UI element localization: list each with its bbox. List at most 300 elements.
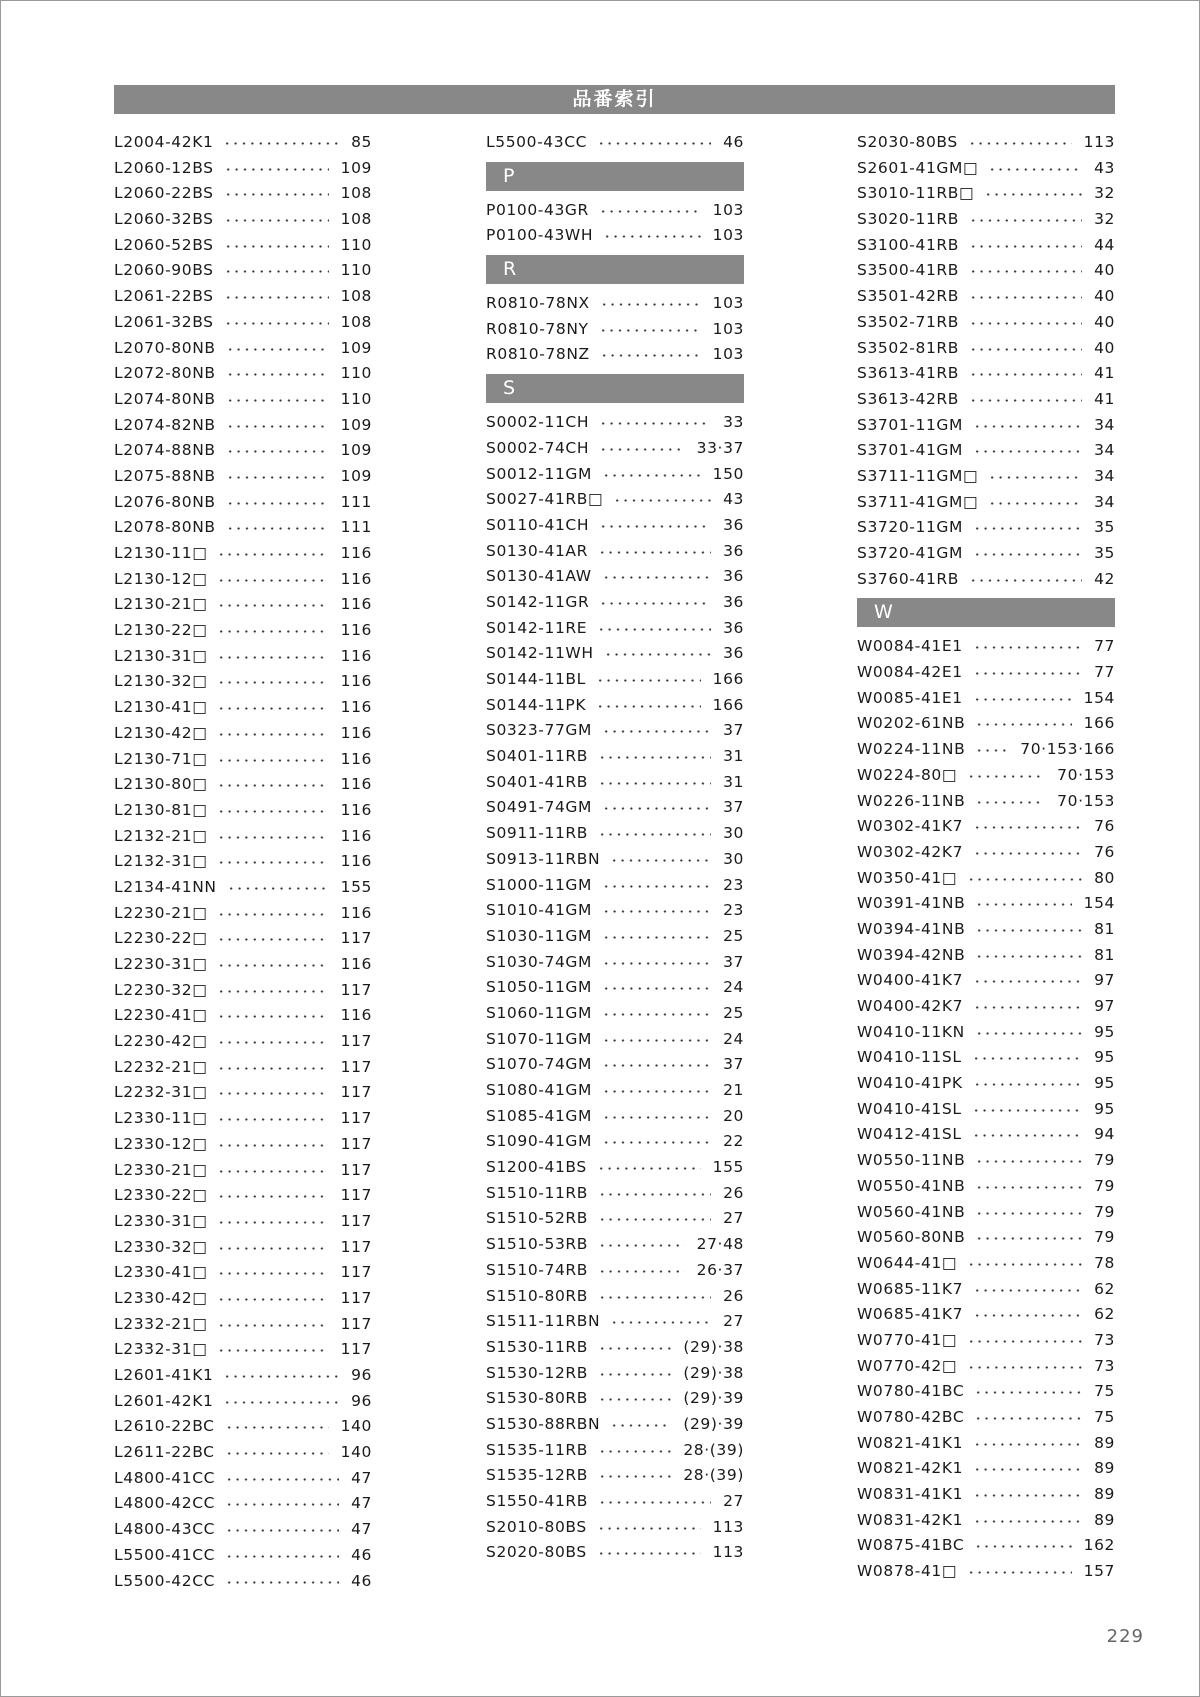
index-entry (114, 1517, 372, 1543)
product-code: W0412-41SL (857, 1125, 962, 1144)
index-entry (857, 361, 1115, 387)
dot-leader (217, 759, 329, 762)
index-entry (857, 1071, 1115, 1097)
page-reference: 79 (1094, 1202, 1115, 1221)
page-reference: 97 (1094, 997, 1115, 1015)
dot-leader (972, 1057, 1082, 1060)
dot-leader (967, 1366, 1082, 1369)
dot-leader (217, 1118, 329, 1121)
dot-leader (599, 210, 701, 213)
page-reference: 111 (340, 518, 372, 537)
dot-leader (226, 450, 329, 453)
index-entry (486, 1386, 744, 1412)
section-header-p: P (486, 162, 744, 191)
page-reference: 95 (1094, 1048, 1115, 1067)
dot-leader (988, 168, 1082, 171)
dot-leader (602, 1141, 711, 1144)
dot-leader (967, 775, 1045, 778)
page-reference: 77 (1094, 663, 1115, 682)
index-entry (114, 515, 372, 541)
page-reference: (29)·39 (683, 1414, 744, 1433)
product-code: S0012-11GM (486, 464, 592, 483)
product-code: S2020-80BS (486, 1543, 587, 1562)
page-reference: 116 (340, 569, 372, 588)
dot-leader (217, 990, 329, 993)
dot-leader (602, 1039, 711, 1042)
page-reference: 36 (723, 515, 744, 534)
page-number: 229 (1106, 1626, 1144, 1647)
dot-leader (975, 955, 1082, 958)
page-reference: 97 (1094, 971, 1115, 990)
index-entry (486, 1540, 744, 1566)
dot-leader (596, 679, 701, 682)
product-code: S1510-52RB (486, 1209, 589, 1228)
product-code: L2132-31□ (114, 852, 208, 871)
dot-leader (967, 1571, 1072, 1574)
index-entry (486, 1181, 744, 1207)
product-code: S1085-41GM (486, 1106, 592, 1125)
dot-leader (968, 142, 1072, 145)
index-entry (857, 634, 1115, 660)
index-entry (486, 1335, 744, 1361)
index-entry (486, 641, 744, 667)
page-reference: 117 (340, 929, 372, 948)
page-reference: 75 (1094, 1382, 1115, 1401)
page-reference: 166 (1083, 714, 1115, 733)
page-reference: 27·48 (696, 1235, 744, 1254)
product-code: W0821-42K1 (857, 1459, 964, 1478)
dot-leader (217, 913, 329, 916)
product-code: S0130-41AR (486, 541, 588, 560)
product-code: L2130-81□ (114, 800, 208, 819)
product-code: L2330-31□ (114, 1211, 208, 1230)
dot-leader (225, 1581, 339, 1584)
dot-leader (226, 527, 329, 530)
index-entry (857, 1482, 1115, 1508)
page-reference: (29)·38 (683, 1337, 744, 1356)
dot-leader (598, 1218, 711, 1221)
index-entry (114, 1055, 372, 1081)
product-code: L2076-80NB (114, 492, 216, 511)
dot-leader (217, 1041, 329, 1044)
product-code: S1030-11GM (486, 926, 592, 945)
index-entry (486, 898, 744, 924)
page-reference: 162 (1083, 1536, 1115, 1555)
dot-leader (226, 476, 329, 479)
index-entry (486, 1489, 744, 1515)
page-reference: 103 (712, 200, 744, 219)
page-reference: 111 (340, 492, 372, 511)
page-reference: 33 (723, 413, 744, 432)
dot-leader (975, 1212, 1082, 1215)
index-entry (486, 873, 744, 899)
dot-leader (969, 296, 1082, 299)
index-entry (486, 1438, 744, 1464)
product-code: S0002-11CH (486, 413, 590, 432)
product-code: S0027-41RB□ (486, 490, 604, 509)
dot-leader (217, 1092, 329, 1095)
page-reference: 96 (351, 1391, 372, 1410)
product-code: L2130-22□ (114, 621, 208, 640)
page-reference: 96 (351, 1366, 372, 1384)
product-code: W0410-11SL (857, 1048, 962, 1067)
index-entry (857, 1277, 1115, 1303)
dot-leader (610, 859, 711, 862)
dot-leader (223, 1375, 339, 1378)
index-entry (114, 1003, 372, 1029)
dot-leader (217, 579, 329, 582)
index-entry (114, 438, 372, 464)
product-code: S1535-12RB (486, 1466, 589, 1485)
dot-leader (973, 1083, 1082, 1086)
product-code: L2330-12□ (114, 1134, 208, 1153)
page-reference: 117 (340, 1237, 372, 1256)
product-code: L2330-41□ (114, 1263, 208, 1282)
product-code: W0394-41NB (857, 919, 966, 938)
dot-leader (226, 348, 329, 351)
page-reference: 46 (351, 1545, 372, 1564)
product-code: S1090-41GM (486, 1132, 592, 1151)
product-code: S0142-11WH (486, 644, 594, 663)
page-reference: 154 (1083, 894, 1115, 913)
product-code: S1530-80RB (486, 1389, 589, 1408)
page-reference: 108 (340, 210, 372, 229)
index-entry (486, 590, 744, 616)
page-reference: 70·153·166 (1020, 740, 1115, 759)
page-reference: 25 (723, 1003, 744, 1022)
index-entry (486, 1232, 744, 1258)
dot-leader (969, 348, 1082, 351)
product-code: S3760-41RB (857, 569, 960, 588)
page-reference: 28·(39) (683, 1466, 744, 1485)
index-entry (114, 952, 372, 978)
product-code: L2610-22BC (114, 1417, 215, 1436)
page-reference: 40 (1094, 338, 1115, 357)
dot-leader (217, 938, 329, 941)
index-entry (486, 317, 744, 343)
page-reference: 116 (340, 1006, 372, 1025)
page-reference: 36 (723, 592, 744, 611)
dot-leader (988, 476, 1082, 479)
product-code: S1530-11RB (486, 1337, 589, 1356)
product-code: L2130-12□ (114, 569, 208, 588)
dot-leader (226, 425, 329, 428)
dot-leader (602, 807, 711, 810)
dot-leader (226, 373, 329, 376)
page-reference: 41 (1094, 389, 1115, 408)
dot-leader (598, 1501, 711, 1504)
index-entry (857, 866, 1115, 892)
page-reference: 22 (723, 1132, 744, 1151)
index-entry (857, 233, 1115, 259)
product-code: L2061-22BS (114, 287, 214, 306)
dot-leader (973, 1443, 1082, 1446)
product-code: L5500-43CC (486, 133, 588, 151)
product-code: L2130-11□ (114, 544, 208, 562)
product-code: S0323-77GM (486, 721, 592, 740)
index-entry (114, 1569, 372, 1595)
page-reference: 117 (340, 980, 372, 999)
product-code: S1530-12RB (486, 1363, 589, 1382)
index-entry (486, 1129, 744, 1155)
dot-leader (217, 861, 329, 864)
index-entry (857, 284, 1115, 310)
index-entry (114, 1286, 372, 1312)
product-code: S3020-11RB (857, 210, 960, 229)
product-code: S3500-41RB (857, 261, 960, 280)
page-reference: 157 (1083, 1562, 1115, 1581)
index-entry (857, 1225, 1115, 1251)
product-code: W0821-41K1 (857, 1433, 964, 1452)
page-reference: 166 (712, 695, 744, 714)
index-entry (486, 198, 744, 224)
page-reference: 32 (1094, 184, 1115, 203)
page-reference: 26·37 (696, 1260, 744, 1279)
dot-leader (598, 1373, 671, 1376)
page-reference: 110 (340, 364, 372, 383)
page-reference: 24 (723, 978, 744, 997)
dot-leader (969, 270, 1082, 273)
product-code: W0831-41K1 (857, 1485, 964, 1504)
dot-leader (972, 1134, 1082, 1137)
product-code: S0911-11RB (486, 824, 589, 843)
index-entry (114, 901, 372, 927)
product-code: S3701-41GM (857, 441, 963, 460)
dot-leader (602, 885, 711, 888)
dot-leader (973, 1494, 1082, 1497)
dot-leader (602, 962, 711, 965)
page-reference: 76 (1094, 842, 1115, 861)
dot-leader (975, 801, 1045, 804)
page-reference: 76 (1094, 817, 1115, 836)
page-reference: 70·153 (1057, 765, 1115, 784)
product-code: S1030-74GM (486, 952, 592, 971)
page-reference: 117 (340, 1057, 372, 1076)
dot-leader (217, 604, 329, 607)
index-entry (486, 1361, 744, 1387)
dot-leader (217, 1170, 329, 1173)
dot-leader (599, 602, 711, 605)
dot-leader (224, 270, 329, 273)
page-reference: 140 (340, 1417, 372, 1436)
page-reference: 117 (340, 1109, 372, 1128)
index-entry (486, 1104, 744, 1130)
product-code: W0350-41□ (857, 868, 958, 887)
product-code: L2230-22□ (114, 929, 208, 948)
dot-leader (217, 836, 329, 839)
product-code: S0144-11BL (486, 670, 586, 688)
page-reference: 62 (1094, 1279, 1115, 1298)
product-code: S2030-80BS (857, 133, 958, 151)
index-entry (114, 592, 372, 618)
page-reference: 103 (712, 319, 744, 338)
page-reference: 80 (1094, 868, 1115, 887)
dot-leader (598, 1296, 711, 1299)
page-reference: 23 (723, 875, 744, 894)
index-entry (857, 1251, 1115, 1277)
product-code: L2601-41K1 (114, 1366, 214, 1384)
product-code: L2061-32BS (114, 312, 214, 331)
product-code: S1511-11RBN (486, 1312, 601, 1331)
section-header-s: S (486, 374, 744, 403)
page-reference: 34 (1094, 415, 1115, 434)
product-code: W0084-41E1 (857, 637, 963, 656)
page-reference: 116 (340, 903, 372, 922)
index-entry (857, 438, 1115, 464)
dot-leader (217, 553, 329, 556)
dot-leader (974, 1391, 1082, 1394)
product-code: L2601-42K1 (114, 1391, 214, 1410)
page-reference: 44 (1094, 235, 1115, 254)
page-reference: 89 (1094, 1433, 1115, 1452)
product-code: W0400-41K7 (857, 971, 964, 990)
product-code: W0410-41PK (857, 1074, 963, 1093)
index-entry (486, 847, 744, 873)
index-entry (114, 1543, 372, 1569)
product-code: R0810-78NX (486, 294, 590, 313)
page-reference: 30 (723, 824, 744, 843)
index-entry (486, 718, 744, 744)
index-entry (114, 490, 372, 516)
page-reference: 116 (340, 672, 372, 691)
product-code: S3720-41GM (857, 544, 963, 562)
index-entry (114, 1491, 372, 1517)
page-reference: 89 (1094, 1459, 1115, 1478)
index-entry (857, 1097, 1115, 1123)
page-reference: 116 (340, 852, 372, 871)
product-code: S1510-11RB (486, 1183, 589, 1202)
index-entry (486, 795, 744, 821)
index-entry (114, 156, 372, 182)
page-reference: 108 (340, 287, 372, 306)
product-code: S0913-11RBN (486, 849, 601, 868)
index-entry (486, 130, 744, 156)
index-entry (857, 310, 1115, 336)
dot-leader (597, 628, 711, 631)
dot-leader (225, 1426, 329, 1429)
product-code: W0685-11K7 (857, 1279, 964, 1298)
product-code: W0780-42BC (857, 1408, 965, 1426)
index-entry (857, 1020, 1115, 1046)
product-code: W0780-41BC (857, 1382, 965, 1401)
product-code: R0810-78NZ (486, 345, 590, 364)
page-reference: 24 (723, 1029, 744, 1048)
index-entry (114, 1029, 372, 1055)
dot-leader (975, 723, 1072, 726)
page-reference: 34 (1094, 441, 1115, 460)
product-code: P0100-43GR (486, 200, 589, 219)
product-code: L2130-71□ (114, 749, 208, 768)
product-code: W0302-42K7 (857, 842, 964, 861)
index-entry (114, 413, 372, 439)
dot-leader (217, 656, 329, 659)
index-entry (486, 975, 744, 1001)
index-entry (114, 1080, 372, 1106)
dot-leader (599, 448, 685, 451)
index-entry (857, 1508, 1115, 1534)
page-reference: 89 (1094, 1510, 1115, 1529)
product-code: L2230-21□ (114, 903, 208, 922)
page-reference: 116 (340, 749, 372, 768)
dot-leader (217, 1221, 329, 1224)
page-reference: 108 (340, 312, 372, 331)
product-code: L2060-52BS (114, 235, 214, 254)
product-code: L2332-31□ (114, 1340, 208, 1359)
dot-leader (600, 303, 701, 306)
page-reference: 103 (712, 294, 744, 313)
dot-leader (602, 730, 711, 733)
dot-leader (975, 929, 1082, 932)
index-entry (857, 1045, 1115, 1071)
product-code: S0401-41RB (486, 772, 589, 791)
index-entry (857, 1148, 1115, 1174)
product-code: W0394-42NB (857, 945, 966, 964)
product-code: W0202-61NB (857, 714, 966, 733)
index-entry (114, 618, 372, 644)
index-entry (486, 667, 744, 693)
index-entry (857, 1405, 1115, 1431)
page-reference: 117 (340, 1288, 372, 1307)
product-code: W0770-41□ (857, 1330, 958, 1349)
dot-leader (598, 1244, 685, 1247)
product-code: W0550-41NB (857, 1176, 966, 1195)
section-header-r: R (486, 255, 744, 284)
index-entry (857, 686, 1115, 712)
page-reference: 31 (723, 772, 744, 791)
page-reference: 109 (340, 441, 372, 460)
dot-leader (602, 910, 711, 913)
dot-leader (224, 168, 329, 171)
product-code: W0831-42K1 (857, 1510, 964, 1529)
dot-leader (973, 826, 1082, 829)
index-entry (486, 693, 744, 719)
product-code: S3711-11GM□ (857, 466, 979, 485)
page-reference: 43 (1094, 158, 1115, 177)
product-code: S0130-41AW (486, 567, 592, 586)
page-reference: 110 (340, 235, 372, 254)
product-code: L2130-32□ (114, 672, 208, 691)
index-entry (486, 1258, 744, 1284)
page-reference: (29)·38 (683, 1363, 744, 1382)
page-reference: 110 (340, 261, 372, 280)
index-entry (114, 824, 372, 850)
page-reference: 109 (340, 338, 372, 357)
product-code: S1510-74RB (486, 1260, 589, 1279)
product-code: S3010-11RB□ (857, 184, 975, 203)
product-code: S0110-41CH (486, 515, 590, 534)
dot-leader (225, 1503, 339, 1506)
index-column-2 (486, 130, 744, 1566)
page-reference: 31 (723, 747, 744, 766)
index-entry (486, 1284, 744, 1310)
index-entry (486, 1001, 744, 1027)
dot-leader (973, 1006, 1082, 1009)
page-reference: 21 (723, 1081, 744, 1099)
index-entry (486, 1309, 744, 1335)
page-reference: 36 (723, 567, 744, 586)
product-code: S1050-11GM (486, 978, 592, 997)
index-entry (114, 1235, 372, 1261)
dot-leader (975, 1032, 1082, 1035)
product-code: W0400-42K7 (857, 997, 964, 1015)
page-reference: 103 (712, 226, 744, 245)
page-reference: 36 (723, 541, 744, 560)
product-code: L2070-80NB (114, 338, 216, 357)
dot-leader (973, 698, 1072, 701)
dot-leader (217, 733, 329, 736)
product-code: L2060-32BS (114, 210, 214, 229)
dot-leader (224, 245, 329, 248)
